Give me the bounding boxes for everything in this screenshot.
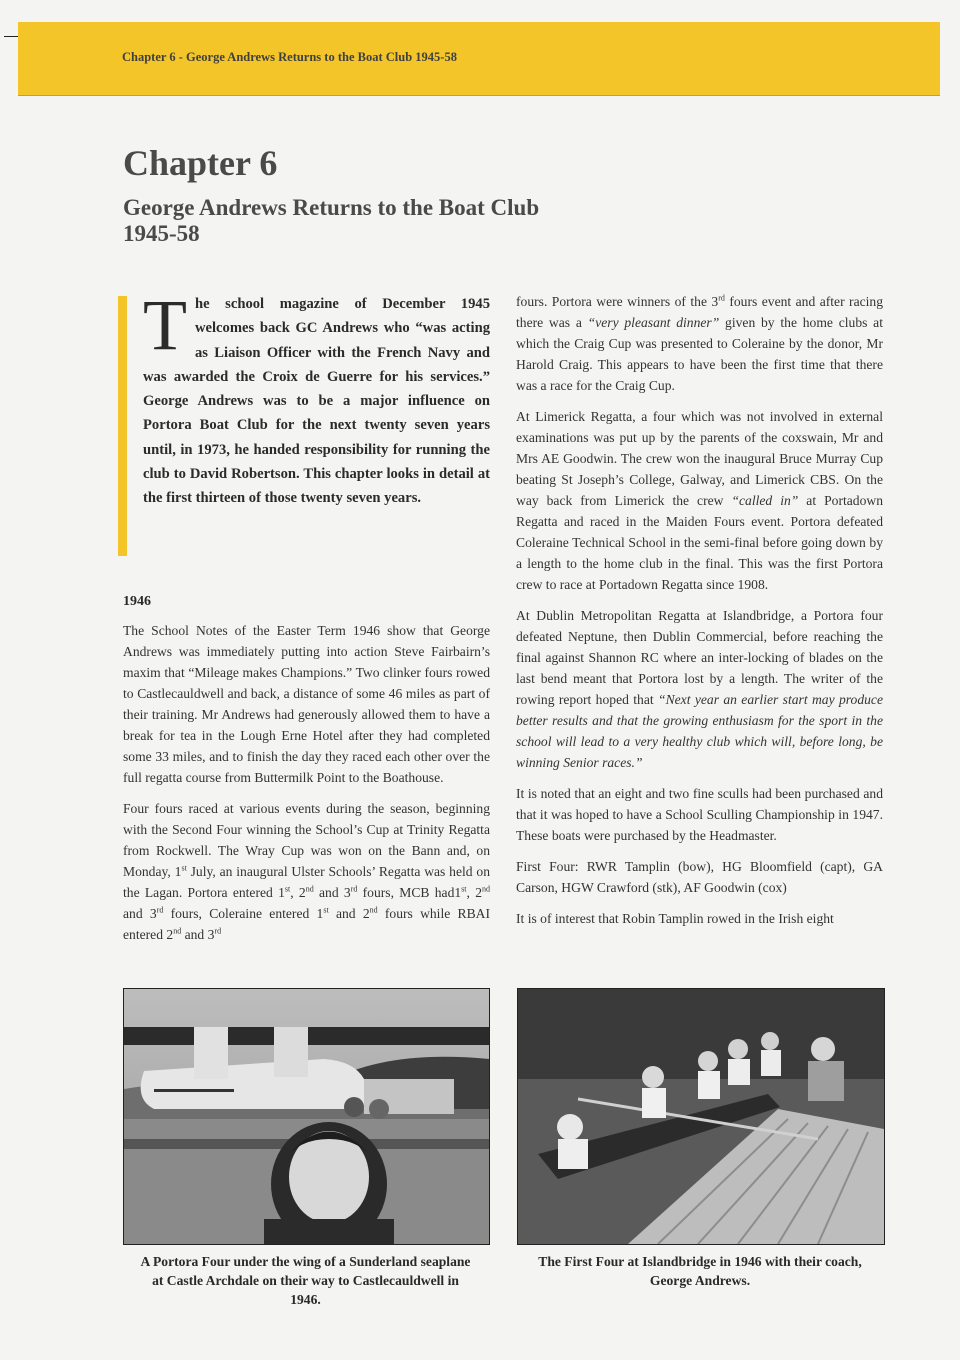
crop-mark bbox=[4, 36, 18, 37]
chapter-number: Chapter 6 bbox=[123, 143, 278, 183]
chapter-title-line1: George Andrews Returns to the Boat Club bbox=[123, 195, 540, 220]
right-paragraph-1: fours. Portora were winners of the 3rd fours event and after racing there was a “very pleasant dinner” given by the home clubs at which the Craig Cup was presented to Coleraine by the donor, Mr Harold Craig. This appears to have been the first time that there was a race for the Craig Cup. bbox=[516, 293, 884, 393]
running-header-title: Chapter 6 - George Andrews Returns to the Boat Club 1945-58 bbox=[122, 50, 457, 64]
right-paragraph-2: At Limerick Regatta, a four which was not involved in external examinations was put up by the parents of the coxswain, Mr and Mrs AE Goodwin. The crew won the inaugural Bruce Murray Cup beating St Joseph’s College, Galway, and Limerick CBS. On the way back from Limerick the crew “called in” at Portadown Regatta and raced in the Maiden Fours event. Portora defeated Coleraine Technical School in the semi-final before going down by a length to the home club in the final. This was the first Portora crew to race at Portadown Regatta since 1908. bbox=[516, 409, 883, 592]
right-paragraph-3: At Dublin Metropolitan Regatta at Islandbridge, a Portora four defeated Neptune, then Dublin Commercial, before reaching the final against Shannon RC where an inter-locking of blades on the last bend meant that Portora lost by a length. The writer of the rowing report hoped that “Next year an earlier start may produce better results and that the growing enthusiasm for the sport in the school will lead to a very healthy club which will, before long, be winning Senior races.” bbox=[516, 608, 883, 770]
seaplane-photo-caption: A Portora Four under the wing of a Sunderland seaplane at Castle Archdale on their way to Castlecauldwell in 1946. bbox=[140, 1254, 471, 1307]
left-paragraph-1: The School Notes of the Easter Term 1946 show that George Andrews was immediately putting into action Steve Fairbairn’s maxim that “Mileage makes Champions.” Two clinker fours rowed to Castlecauldwell and back, a distance of some 46 miles as part of their training. Mr Andrews had generously allowed them to have a break for tea in the Lough Erne Hotel after they had completed some 33 miles, and to finish the day they raced each other over the full regatta course from Buttermilk Point to the Boathouse. bbox=[123, 623, 490, 785]
first-four-photo-image bbox=[518, 989, 884, 1244]
intro-text: he school magazine of December 1945 welcomes back GC Andrews who “was acting as Liaison Officer with the French Navy and was awarded the Croix de Guerre for his services.” George Andrews was to be a major influence on Portora Boat Club for the next twenty seven years until, in 1973, he handed responsibility for running the club to David Robertson. This chapter looks in detail at the first thirteen of those twenty seven years. bbox=[143, 296, 490, 507]
first-four-photo-caption: The First Four at Islandbridge in 1946 with their coach, George Andrews. bbox=[538, 1254, 862, 1288]
drop-cap: T bbox=[143, 285, 187, 365]
seaplane-photo-image bbox=[124, 989, 489, 1244]
first-four-photo bbox=[517, 988, 885, 1245]
section-year-heading: 1946 bbox=[123, 594, 151, 609]
left-paragraph-2: Four fours raced at various events during the season, beginning with the Second Four winning the School’s Cup at Trinity Regatta from Rockwell. The Wray Cup was won on the Bann and, on Monday, 1st July, an inaugural Ulster Schools’ Regatta was held on the Lagan. Portora entered 1st, 2nd and 3rd fours, MCB had1st, 2nd and 3rd fours, Coleraine entered 1st and 2nd fours while RBAI entered 2nd and 3rd bbox=[123, 801, 491, 942]
seaplane-photo bbox=[123, 988, 490, 1245]
running-header-band bbox=[18, 22, 940, 96]
right-paragraph-4: It is noted that an eight and two fine sculls had been purchased and that it was hoped to have a School Sculling Championship in 1947. These boats were purchased by the Headmaster. bbox=[516, 786, 883, 843]
intro-paragraph bbox=[143, 285, 490, 511]
intro-accent-bar bbox=[118, 296, 127, 556]
right-paragraph-5: First Four: RWR Tamplin (bow), HG Bloomfield (capt), GA Carson, HGW Crawford (stk), AF Goodwin (cox) bbox=[516, 859, 883, 895]
left-column bbox=[123, 620, 490, 955]
right-paragraph-6: It is of interest that Robin Tamplin rowed in the Irish eight bbox=[516, 911, 834, 926]
chapter-subtitle bbox=[123, 195, 643, 247]
right-column bbox=[516, 291, 883, 939]
chapter-title-line2: 1945-58 bbox=[123, 221, 200, 246]
